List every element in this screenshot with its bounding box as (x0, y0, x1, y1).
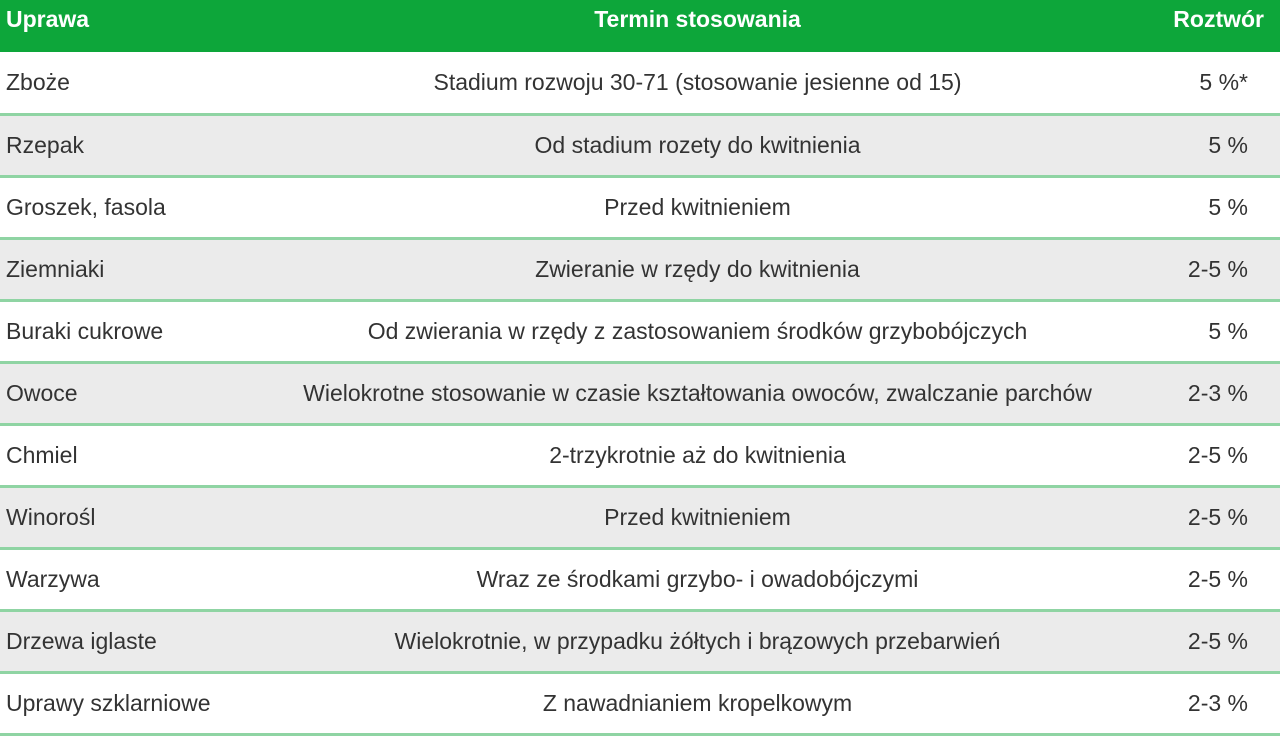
cell-crop: Buraki cukrowe (6, 317, 164, 344)
cell-term: Stadium rozwoju 30-71 (stosowanie jesienne od 15) (433, 68, 962, 95)
cell-solution: 2-5 % (1187, 503, 1248, 530)
cell-term: Wraz ze środkami grzybo- i owadobójczymi (476, 565, 919, 592)
cell-solution: 5 %* (1199, 68, 1248, 95)
cell-term: Zwieranie w rzędy do kwitnienia (535, 255, 860, 282)
header-solution: Roztwór (1173, 6, 1264, 32)
table-row (0, 548, 1280, 610)
cell-term: Wielokrotne stosowanie w czasie kształtowania owoców, zwalczanie parchów (303, 379, 1092, 406)
cell-term: 2-trzykrotnie aż do kwitnienia (549, 441, 846, 468)
cell-solution: 2-5 % (1187, 255, 1248, 282)
table-row (0, 362, 1280, 424)
table-row (0, 114, 1280, 176)
cell-term: Od zwierania w rzędy z zastosowaniem środków grzybobójczych (367, 317, 1028, 344)
cell-crop: Zboże (6, 68, 70, 95)
table-row (0, 610, 1280, 672)
cell-term: Od stadium rozety do kwitnienia (534, 131, 861, 158)
header-term: Termin stosowania (594, 6, 801, 32)
cell-term: Przed kwitnieniem (604, 503, 791, 530)
table-row (0, 424, 1280, 486)
cell-term: Wielokrotnie, w przypadku żółtych i brązowych przebarwień (394, 627, 1001, 654)
table-row (0, 672, 1280, 734)
table-row (0, 176, 1280, 238)
cell-solution: 5 % (1208, 317, 1248, 344)
cell-crop: Winorośl (6, 503, 96, 530)
cell-solution: 5 % (1208, 193, 1248, 220)
cell-solution: 2-5 % (1187, 565, 1248, 592)
cell-crop: Groszek, fasola (6, 193, 166, 220)
cell-crop: Drzewa iglaste (6, 627, 157, 654)
cell-term: Przed kwitnieniem (604, 193, 791, 220)
cell-crop: Ziemniaki (6, 255, 105, 282)
table-body (0, 52, 1280, 734)
header-row (0, 0, 1280, 52)
cell-crop: Warzywa (6, 565, 100, 592)
table-row (0, 486, 1280, 548)
cell-solution: 2-3 % (1187, 379, 1248, 406)
cell-solution: 2-5 % (1187, 441, 1248, 468)
cell-crop: Chmiel (6, 441, 78, 468)
table-header (0, 0, 1280, 52)
cell-term: Z nawadnianiem kropelkowym (542, 689, 853, 716)
table-row (0, 300, 1280, 362)
cell-crop: Rzepak (6, 131, 84, 158)
header-crop: Uprawa (6, 6, 90, 32)
table-row (0, 52, 1280, 114)
cell-crop: Owoce (6, 379, 78, 406)
cell-solution: 2-5 % (1187, 627, 1248, 654)
cell-solution: 5 % (1208, 131, 1248, 158)
table-row (0, 238, 1280, 300)
cell-crop: Uprawy szklarniowe (6, 689, 211, 716)
cell-solution: 2-3 % (1187, 689, 1248, 716)
